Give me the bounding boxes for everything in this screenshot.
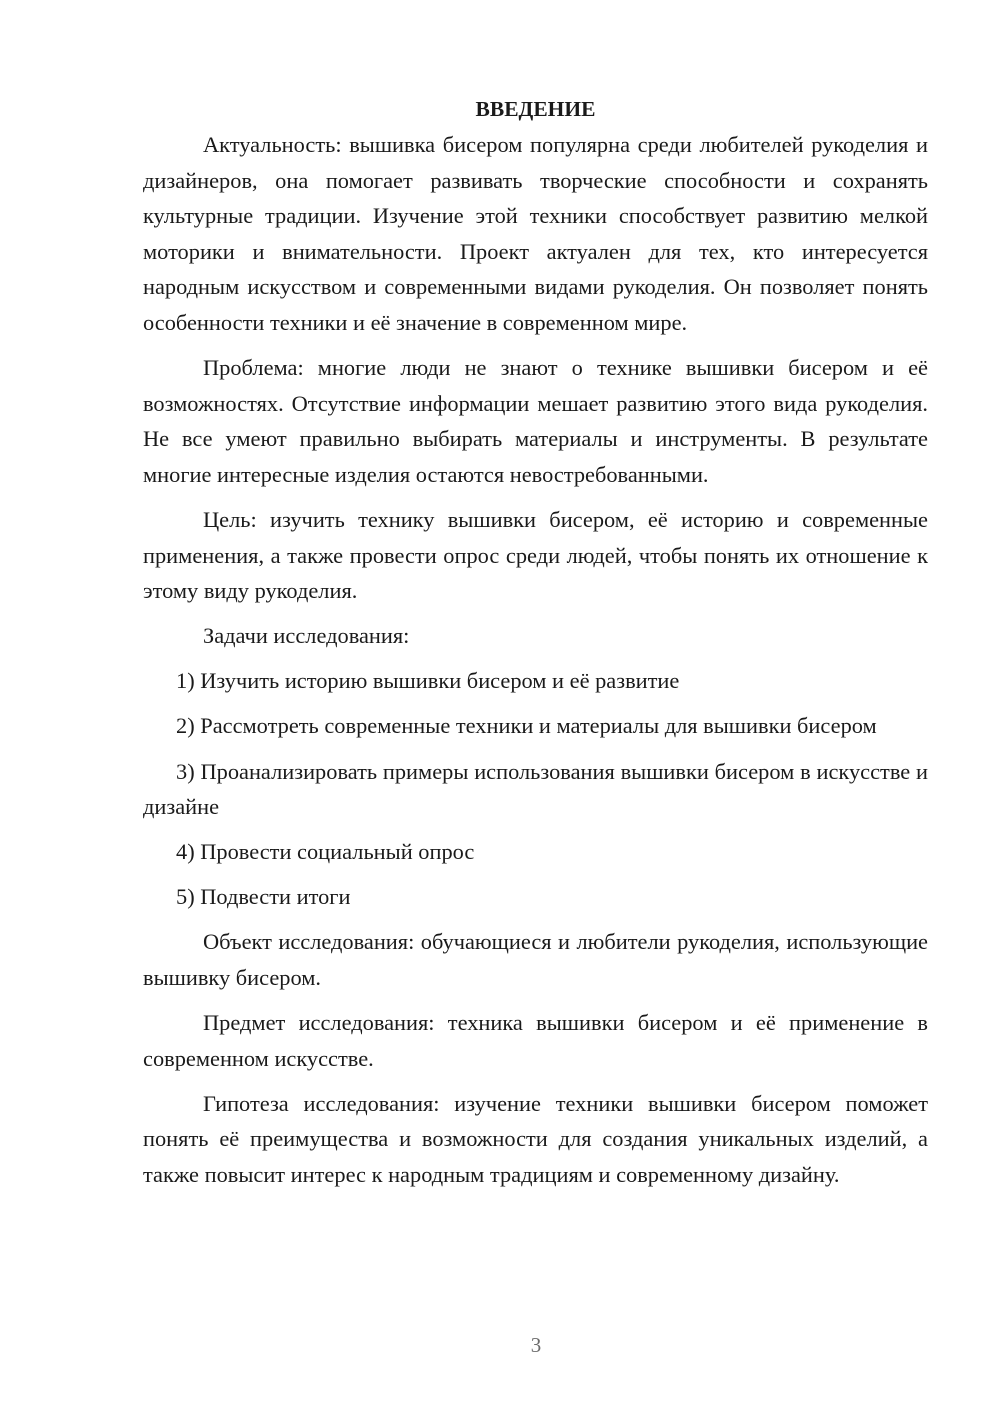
document-page [143,92,928,1193]
hypothesis-paragraph: Гипотеза исследования: изучение техники вышивки бисером поможет понять её преимущества и возможности для создания уникальных изделий, а также повысит интерес к народным традициям и современному дизайну. [143,1090,928,1187]
goal-paragraph: Цель: изучить технику вышивки бисером, её историю и современные применения, а также провести опрос среди людей, чтобы понять их отношение к этому виду рукоделия. [143,506,928,604]
task-item: 3) Проанализировать примеры использования вышивки бисером в искусстве и дизайне [143,758,928,820]
object-paragraph: Объект исследования: обучающиеся и любители рукоделия, использующие вышивку бисером. [143,929,928,990]
subject-paragraph: Предмет исследования: техника вышивки бисером и её применение в современном искусстве. [143,1010,928,1071]
page-title: ВВЕДЕНИЕ [475,97,596,121]
page-number: 3 [530,1333,542,1357]
relevance-paragraph: Актуальность: вышивка бисером популярна среди любителей рукоделия и дизайнеров, она помогает развивать творческие способности и сохранять культурные традиции. Изучение этой техники способствует развитию мелкой моторики и внимательности. Проект актуален для тех, кто интересуется народным искусством и современными видами рукоделия. Он позволяет понять особенности техники и её значение в современном мире. [143,132,928,335]
problem-paragraph: Проблема: многие люди не знают о технике вышивки бисером и её возможностях. Отсутствие информации мешает развитию этого вида рукоделия. Не все умеют правильно выбирать материалы и инструменты. В результате многие интересные изделия остаются невостребованными. [143,355,928,487]
task-item: 2) Рассмотреть современные техники и материалы для вышивки бисером [176,713,877,739]
tasks-heading: Задачи исследования: [203,623,410,649]
task-item: 4) Провести социальный опрос [176,839,475,865]
task-item: 1) Изучить историю вышивки бисером и её развитие [176,668,680,694]
task-item: 5) Подвести итоги [176,884,351,910]
